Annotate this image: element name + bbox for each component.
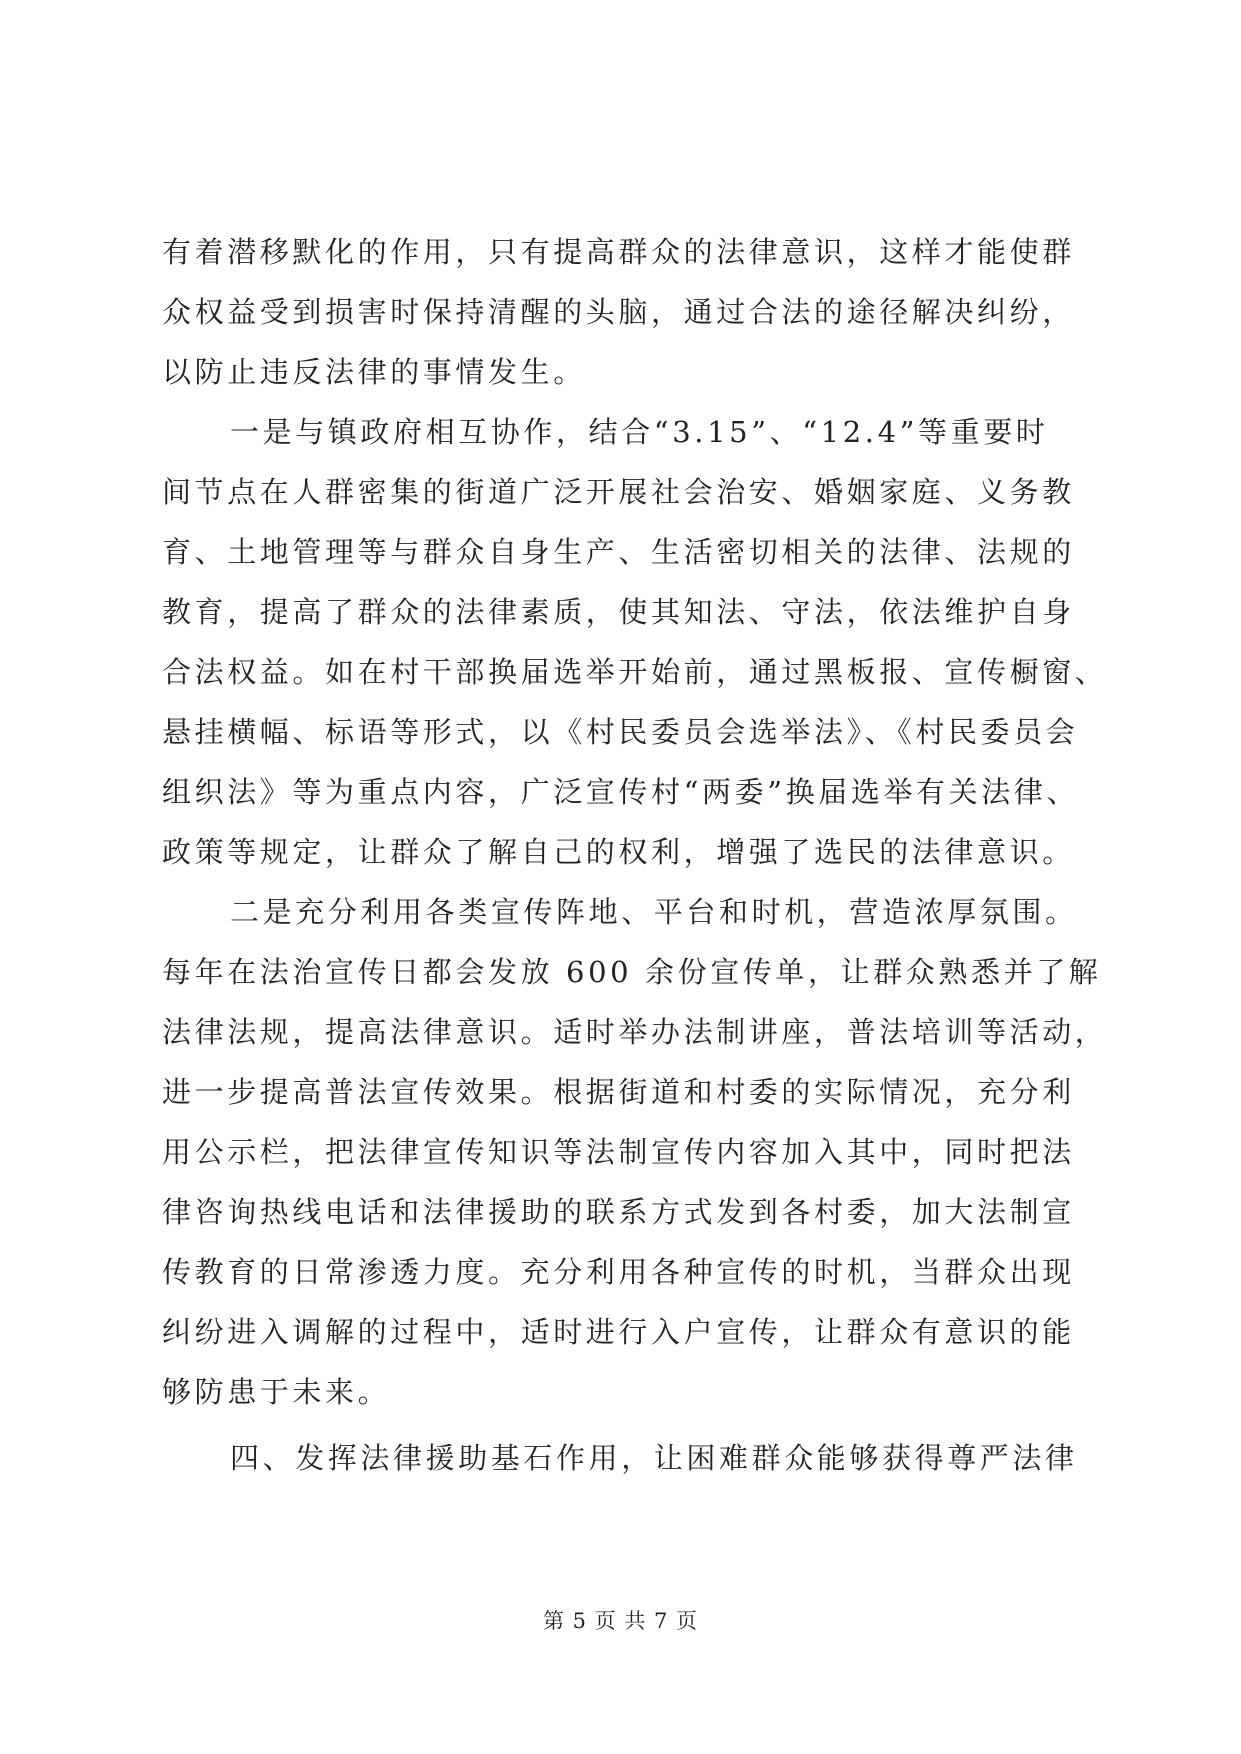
paragraph-item-one bbox=[162, 402, 1108, 882]
paragraph-item-two bbox=[162, 882, 1108, 1422]
text-line: 四、发挥法律援助基石作用，让困难群众能够获得尊严法律 bbox=[230, 1441, 1078, 1475]
text-line: 育、土地管理等与群众自身生产、生活密切相关的法律、法规的 bbox=[162, 535, 1075, 569]
text-line: 法律法规，提高法律意识。适时举办法制讲座，普法培训等活动， bbox=[162, 1015, 1108, 1049]
text-line: 律咨询热线电话和法律援助的联系方式发到各村委，加大法制宣 bbox=[162, 1195, 1075, 1229]
text-line: 有着潜移默化的作用，只有提高群众的法律意识，这样才能使群 bbox=[162, 235, 1075, 269]
text-line: 政策等规定，让群众了解自己的权利，增强了选民的法律意识。 bbox=[162, 835, 1075, 869]
text-line: 二是充分利用各类宣传阵地、平台和时机，营造浓厚氛围。 bbox=[230, 895, 1078, 929]
paragraph-continuation bbox=[162, 222, 1082, 402]
text-line: 用公示栏，把法律宣传知识等法制宣传内容加入其中，同时把法 bbox=[162, 1135, 1075, 1169]
text-line: 间节点在人群密集的街道广泛开展社会治安、婚姻家庭、义务教 bbox=[162, 475, 1075, 509]
text-line: 组织法》等为重点内容，广泛宣传村“两委”换届选举有关法律、 bbox=[162, 775, 1080, 809]
text-line: 传教育的日常渗透力度。充分利用各种宣传的时机，当群众出现 bbox=[162, 1255, 1075, 1289]
text-line: 够防患于未来。 bbox=[162, 1375, 391, 1409]
text-line: 进一步提高普法宣传效果。根据街道和村委的实际情况，充分利 bbox=[162, 1075, 1075, 1109]
text-line: 合法权益。如在村干部换届选举开始前，通过黑板报、宣传橱窗、 bbox=[162, 655, 1108, 689]
page-number-footer: 第 5 页 共 7 页 bbox=[542, 1609, 699, 1633]
text-line: 纠纷进入调解的过程中，适时进行入户宣传，让群众有意识的能 bbox=[162, 1315, 1075, 1349]
text-line: 每年在法治宣传日都会发放 600 余份宣传单，让群众熟悉并了解 bbox=[162, 955, 1102, 989]
text-line: 一是与镇政府相互协作，结合“3.15”、“12.4”等重要时 bbox=[230, 415, 1049, 449]
section-heading-four bbox=[162, 1428, 1082, 1488]
text-line: 悬挂横幅、标语等形式，以《村民委员会选举法》、《村民委员会 bbox=[162, 715, 1079, 749]
document-body bbox=[162, 222, 1108, 1488]
text-line: 教育，提高了群众的法律素质，使其知法、守法，依法维护自身 bbox=[162, 595, 1075, 629]
text-line: 众权益受到损害时保持清醒的头脑，通过合法的途径解决纠纷， bbox=[162, 295, 1075, 329]
text-line: 以防止违反法律的事情发生。 bbox=[162, 355, 586, 389]
